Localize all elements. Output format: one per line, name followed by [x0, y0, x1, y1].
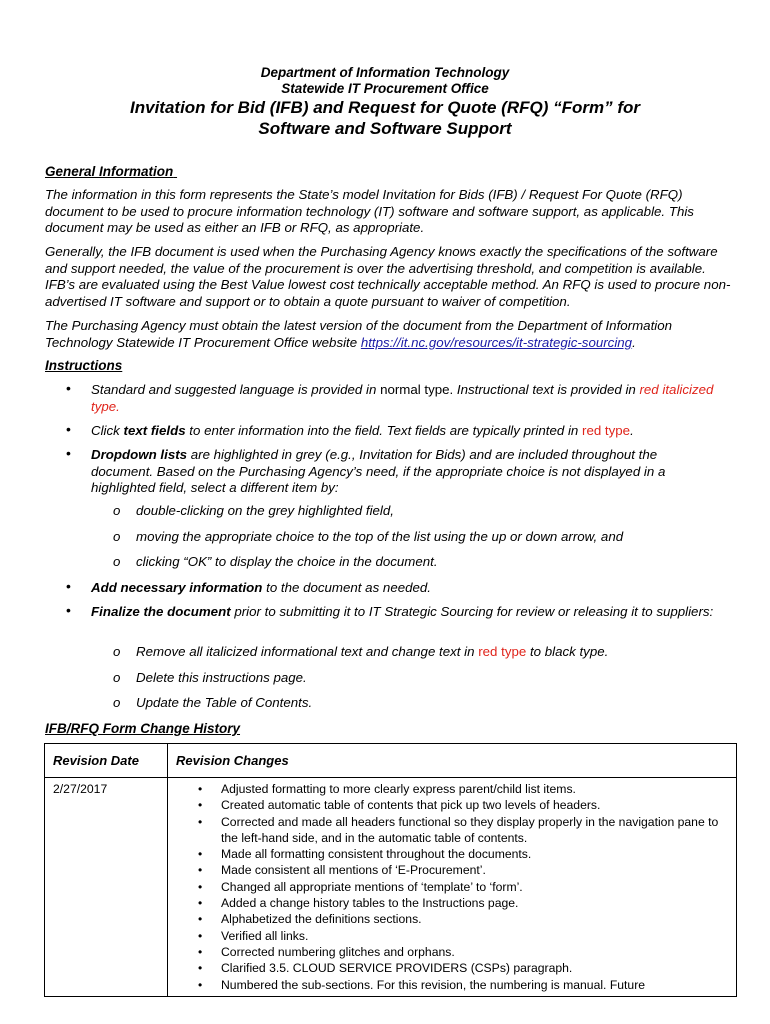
bullet-icon: • — [198, 961, 203, 976]
bullet-icon: • — [198, 782, 203, 796]
change-text: Added a change history tables to the Instructions page. — [221, 896, 519, 911]
revision-date-cell: 2/27/2017 — [45, 778, 168, 997]
department-name: Department of Information Technology — [260, 65, 510, 80]
list-item — [198, 862, 728, 878]
document-title-line-1: Invitation for Bid (IFB) and Request for Quote (RFQ) “Form” for — [130, 98, 640, 117]
change-text: Created automatic table of contents that pick up two levels of headers. — [221, 798, 601, 813]
table-header-row — [45, 744, 737, 778]
instruction-subitem-3a: double-clicking on the grey highlighted field, — [136, 503, 394, 518]
bullet-icon: • — [198, 879, 203, 894]
list-item — [198, 895, 728, 911]
instruction-subitem-5a: Remove all italicized informational text and change text in red type to black type. — [136, 644, 609, 659]
instruction-subitem-5b: Delete this instructions page. — [136, 670, 307, 685]
revision-changes-list — [198, 781, 728, 993]
it-strategic-sourcing-link[interactable]: https://it.nc.gov/resources/it-strategic-sourcing — [360, 334, 633, 350]
bullet-icon: • — [66, 380, 71, 396]
change-history-table — [44, 743, 737, 997]
general-paragraph-3: The Purchasing Agency must obtain the latest version of the document from the Department of Information Technology Statewide IT Procurement Office website https://it.nc.gov/resources/it-strategic-sourcing. — [45, 318, 673, 350]
change-text: Numbered the sub-sections. For this revision, the numbering is manual. Future — [221, 977, 646, 992]
change-text: Clarified 3.5. CLOUD SERVICE PROVIDERS (CSPs) paragraph. — [221, 961, 573, 976]
change-text: Adjusted formatting to more clearly express parent/child list items. — [221, 782, 576, 796]
instruction-item-3: Dropdown lists are highlighted in grey (e.g., Invitation for Bids) and are included throughout the document. Based on the Purchasing Agency’s need, if the appropriate choice is not displayed in a highlighted field, select a different item by: — [91, 447, 666, 495]
list-item — [198, 846, 728, 862]
change-text: Alphabetized the definitions sections. — [221, 912, 422, 927]
instruction-item-4: Add necessary information to the document as needed. — [91, 580, 431, 595]
list-item — [198, 944, 728, 960]
list-item — [198, 781, 728, 797]
instruction-subitem-5c: Update the Table of Contents. — [136, 695, 313, 710]
table-row — [45, 778, 737, 997]
instruction-item-1: Standard and suggested language is provided in normal type. Instructional text is provided in red italicized type. — [91, 382, 714, 414]
bullet-icon: • — [198, 863, 203, 878]
list-item — [198, 814, 728, 847]
change-history-heading: IFB/RFQ Form Change History — [45, 721, 241, 736]
sub-bullet-icon: o — [113, 529, 121, 544]
column-header-revision-changes: Revision Changes — [168, 744, 737, 778]
bullet-icon: • — [198, 814, 203, 829]
change-text: Made consistent all mentions of ‘E-Procurement’. — [221, 863, 486, 878]
sub-bullet-icon: o — [113, 670, 121, 685]
instruction-subitem-3b: moving the appropriate choice to the top of the list using the up or down arrow, and — [136, 529, 624, 544]
sub-bullet-icon: o — [113, 695, 121, 710]
bullet-icon: • — [198, 912, 203, 927]
bullet-icon: • — [66, 421, 71, 437]
list-item — [198, 797, 728, 813]
bullet-icon: • — [198, 928, 203, 943]
change-text: Made all formatting consistent throughout the documents. — [221, 847, 532, 862]
sub-bullet-icon: o — [113, 554, 121, 569]
sub-bullet-icon: o — [113, 503, 121, 518]
change-text: Verified all links. — [221, 928, 309, 943]
bullet-icon: • — [198, 798, 203, 813]
list-item — [198, 879, 728, 895]
bullet-icon: • — [66, 602, 71, 618]
instruction-subitem-3c: clicking “OK” to display the choice in the document. — [136, 554, 438, 569]
office-name: Statewide IT Procurement Office — [281, 81, 489, 96]
general-paragraph-2: Generally, the IFB document is used when the Purchasing Agency knows exactly the specifications of the software and support needed, the value of the procurement is over the advertising threshold, and competition is available. IFB’s are evaluated using the Best Value lowest cost technically acceptable method. An RFQ is used to procure non-advertised IT software and support or to obtain a quote pursuant to waiver of competition. — [45, 244, 731, 309]
change-text: Changed all appropriate mentions of ‘template’ to ‘form’. — [221, 879, 523, 894]
bullet-icon: • — [66, 578, 71, 594]
instruction-item-2: Click text fields to enter information into the field. Text fields are typically printed in red type. — [91, 423, 634, 438]
bullet-icon: • — [198, 847, 203, 862]
bullet-icon: • — [198, 977, 203, 992]
change-text: Corrected numbering glitches and orphans. — [221, 944, 455, 959]
general-information-heading: General Information — [45, 164, 174, 179]
list-item — [198, 960, 728, 976]
list-item — [198, 977, 728, 993]
document-title-line-2: Software and Software Support — [258, 119, 512, 138]
instruction-item-5: Finalize the document prior to submitting it to IT Strategic Sourcing for review or releasing it to suppliers: — [91, 604, 714, 619]
list-item — [198, 928, 728, 944]
bullet-icon: • — [198, 896, 203, 911]
sub-bullet-icon: o — [113, 644, 121, 659]
instructions-heading: Instructions — [45, 358, 123, 373]
column-header-revision-date: Revision Date — [45, 744, 168, 778]
bullet-icon: • — [198, 944, 203, 959]
general-paragraph-1: The information in this form represents the State’s model Invitation for Bids (IFB) / Request For Quote (RFQ) document to be used to procure information technology (IT) software and software support, as applicable. This document may be used as either an IFB or RFQ, as appropriate. — [45, 187, 694, 235]
change-text: Corrected and made all headers functional so they display properly in the navigation pane to the left-hand side, and in the automatic table of contents. — [221, 814, 719, 845]
bullet-icon: • — [66, 445, 71, 461]
list-item — [198, 911, 728, 927]
revision-changes-cell — [168, 778, 737, 997]
